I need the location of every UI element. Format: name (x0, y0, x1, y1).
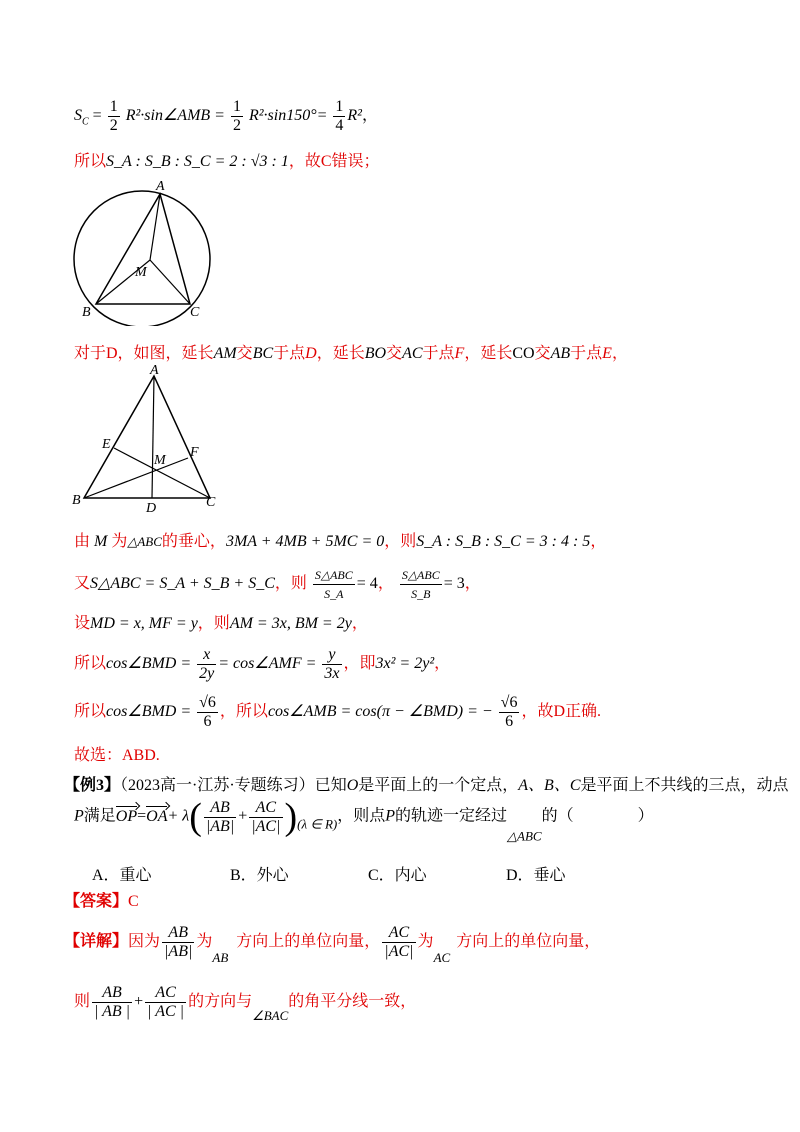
figure-circle-triangle (68, 176, 218, 326)
fraction-y-3x (322, 646, 341, 683)
text: 满足 (83, 807, 116, 825)
text: 方向上的单位向量， (236, 933, 381, 951)
fraction-sqrt6-6 (197, 694, 218, 731)
example-3-line1 (64, 772, 789, 795)
text: 为 (417, 933, 434, 951)
text: 故选：ABD. (74, 747, 160, 764)
formula-part: R² (347, 107, 362, 125)
text: ，则点 (337, 807, 386, 825)
answer-value: C (128, 893, 139, 910)
frac-den: |AC| (251, 817, 281, 835)
label-m: M (154, 453, 166, 468)
text: ，则 (384, 533, 417, 550)
angle: ∠BAC (252, 1008, 289, 1024)
label-c: C (190, 305, 200, 320)
line-sc-formula: $S_C$ = $\frac{1}{2}$ R²·sin∠AMB = $\frac{1}{2}$ R²·sin150°= $\frac{1}{4}$ R²， (74, 98, 378, 134)
line-cos-eq (74, 646, 450, 683)
frac-num: 1 (232, 98, 241, 115)
label-b: B (72, 493, 81, 508)
label-b: B (82, 305, 91, 320)
frac-den: 6 (203, 713, 212, 730)
detail-line (64, 924, 600, 966)
frac-den: 6 (505, 713, 514, 730)
text: 的垂心， (161, 533, 226, 550)
op: + λ (167, 807, 190, 825)
detail-label: 【详解】 (64, 933, 129, 951)
fraction-sqrt6-6-neg (499, 694, 520, 731)
frac-den: S_B (411, 587, 431, 601)
fraction-sa (313, 566, 355, 603)
frac-den: |AB| (205, 817, 235, 835)
text: ，则 (197, 615, 230, 632)
text: 的轨迹一定经过 (395, 807, 508, 825)
fraction-ac-unit (382, 924, 415, 961)
seg: CO (512, 345, 535, 362)
example-source: （2023高一·江苏·专题练习） (120, 777, 315, 794)
eq: cos∠AMB = cos(π − ∠BMD) = − (267, 703, 493, 721)
example-label: 【例3】 (64, 777, 121, 794)
text: 设 (74, 615, 91, 632)
fraction-ab-last (92, 984, 132, 1021)
frac-num: √6 (199, 694, 216, 711)
text: ，故C错误； (288, 153, 380, 170)
text: 又 (74, 575, 91, 593)
text: ，延长 (316, 345, 365, 362)
tri: △ABC (127, 534, 162, 549)
eq: AM = 3x, BM = 2y (229, 615, 352, 632)
eq: 3x² = 2y² (375, 655, 435, 673)
frac-num: AB (92, 984, 132, 1003)
line-ratio-c (74, 148, 380, 171)
pt: D (305, 345, 317, 362)
text: 为 (196, 933, 213, 951)
frac-den: |AB| (164, 943, 193, 960)
text: 已知 (314, 777, 347, 794)
pts: A、B、C (518, 777, 581, 794)
answer-line (64, 888, 139, 911)
text: ，延长 (464, 345, 513, 362)
eq: MD = x, MF = y (90, 615, 198, 632)
text: ，所以 (219, 703, 268, 721)
line-choice (74, 742, 160, 765)
segment-ad (152, 376, 154, 498)
vec-ac: AC (433, 950, 451, 966)
frac-den: | AB | (94, 1003, 131, 1020)
label-a: A (150, 364, 159, 378)
frac-num: AB (204, 799, 236, 818)
eq: cos∠BMD = (106, 703, 192, 721)
fraction-sb (400, 566, 442, 603)
frac-den: | AC | (147, 1003, 185, 1020)
text: 交 (236, 345, 253, 362)
frac-num: x (197, 646, 216, 665)
text: ，故D正确. (521, 703, 602, 721)
frac-num: 1 (109, 98, 118, 115)
line-area-sum (74, 566, 481, 603)
vec-oa: OA (146, 807, 168, 825)
text: 方向上的单位向量， (456, 933, 601, 951)
text: ， (377, 575, 394, 593)
text: 由 (74, 533, 91, 550)
text: 是平面上的一个定点， (358, 777, 519, 794)
sc-sub: C (82, 116, 89, 128)
frac-den: 4 (335, 117, 344, 134)
text: 因为 (128, 933, 161, 951)
text: 于点 (273, 345, 306, 362)
text: 所以 (74, 655, 107, 673)
op: + (134, 993, 144, 1011)
frac-den: 2 (232, 117, 241, 134)
vec-op: OP (115, 807, 138, 825)
paren-right: ) (284, 796, 298, 838)
punct: ， (590, 533, 607, 550)
frac-num: AC (382, 924, 415, 943)
label-c: C (206, 495, 216, 510)
frac-num: S△ABC (313, 566, 355, 585)
answer-label: 【答案】 (64, 893, 129, 910)
pt: P (385, 807, 396, 825)
label-f: F (190, 445, 199, 460)
fraction-half (108, 98, 120, 135)
seg: BO (364, 345, 387, 362)
option-a[interactable]: A．重心 (92, 867, 152, 884)
pt: M (94, 533, 108, 550)
text: 所以 (74, 153, 107, 170)
fraction-ac (249, 799, 282, 836)
text: ） (637, 807, 654, 825)
punct: ， (464, 575, 481, 593)
sc-symbol: S (74, 107, 82, 125)
text: 为 (111, 533, 128, 550)
punct: ， (434, 655, 451, 673)
text: 的角平分线一致， (288, 993, 417, 1011)
line-extend (74, 340, 628, 363)
frac-num: √6 (500, 694, 518, 711)
seg: BC (252, 345, 274, 362)
fraction-ab (204, 799, 236, 836)
label-m: M (135, 265, 147, 280)
frac-num: AC (145, 984, 186, 1003)
frac-den: 2y (199, 665, 215, 682)
ratio: S_A : S_B : S_C = 3 : 4 : 5 (416, 533, 591, 550)
line-set-xy (74, 610, 368, 633)
vector-eq: 3MA + 4MB + 5MC = 0 (225, 533, 385, 550)
formula-part: R²·sin∠AMB = (125, 107, 225, 125)
text: 所以 (74, 703, 107, 721)
fraction-x-2y (197, 646, 216, 683)
frac-num: 1 (335, 98, 344, 115)
pt: P (74, 807, 84, 825)
label-a: A (156, 179, 165, 194)
fraction-quarter (333, 98, 345, 135)
frac-num: AC (249, 799, 282, 818)
text: 交 (534, 345, 551, 362)
text: 是平面上不共线的三点，动点 (580, 777, 789, 794)
label-e: E (102, 437, 111, 452)
frac-den: |AC| (384, 943, 414, 960)
ratio-formula: S_A : S_B : S_C = 2 : √3 : 1 (106, 153, 289, 170)
eq: = (137, 807, 147, 825)
paren-left: ( (189, 796, 202, 838)
formula-part: R²·sin150°= (248, 107, 328, 125)
figure-orthocenter (70, 364, 230, 514)
eq: = cos∠AMF = (218, 655, 317, 673)
text: ，即 (343, 655, 376, 673)
frac-num: y (322, 646, 341, 665)
frac-den: 3x (324, 665, 340, 682)
tri: △ABC (507, 828, 542, 844)
area-eq: S△ABC = S_A + S_B + S_C (90, 575, 275, 593)
label-d: D (146, 501, 157, 514)
frac-num: AB (162, 924, 194, 943)
punct: ， (361, 107, 378, 125)
eq: cos∠BMD = (106, 655, 192, 673)
fraction-ab-unit (162, 924, 194, 961)
val: = 4 (356, 575, 378, 593)
line-orthocenter (74, 528, 606, 551)
vec-ab: AB (212, 950, 229, 966)
lambda-domain: (λ ∈ R) (297, 816, 338, 832)
option-b[interactable]: B．外心 (230, 867, 289, 884)
pt: O (346, 777, 359, 794)
example-3-line2: P满足OP=OA+ λ( $\frac{AB}{|AB|}$ + $\frac{AC}{|AC|}$ )$_{(\lambda \in R)}$，则点P的轨迹一定经过$_{\triangle ABC}$的（ ） (74, 796, 654, 844)
punct: ， (351, 615, 368, 632)
text: 则 (74, 993, 91, 1011)
text: ，则 (274, 575, 307, 593)
option-d[interactable]: D．垂心 (506, 867, 566, 884)
text: 于点 (570, 345, 603, 362)
last-line (74, 984, 416, 1024)
frac-num: S△ABC (400, 566, 442, 585)
options-row (92, 862, 732, 885)
text: 对于D，如图，延长 (74, 345, 214, 362)
frac-den: S_A (324, 587, 344, 601)
triangle-abc (96, 194, 190, 304)
seg: AC (402, 345, 423, 362)
seg: AB (550, 345, 571, 362)
fraction-ac-last (145, 984, 186, 1021)
fraction-half-2 (231, 98, 243, 135)
val: = 3 (443, 575, 465, 593)
seg: AM (213, 345, 237, 362)
pt: F (454, 345, 465, 362)
text: 的方向与 (188, 993, 253, 1011)
text: 的（ (541, 807, 574, 825)
option-c[interactable]: C．内心 (368, 867, 427, 884)
text: ， (611, 345, 628, 362)
frac-den: 2 (109, 117, 118, 134)
pt: E (602, 345, 612, 362)
text: 交 (386, 345, 403, 362)
line-cos-result (74, 694, 601, 731)
text: 于点 (422, 345, 455, 362)
